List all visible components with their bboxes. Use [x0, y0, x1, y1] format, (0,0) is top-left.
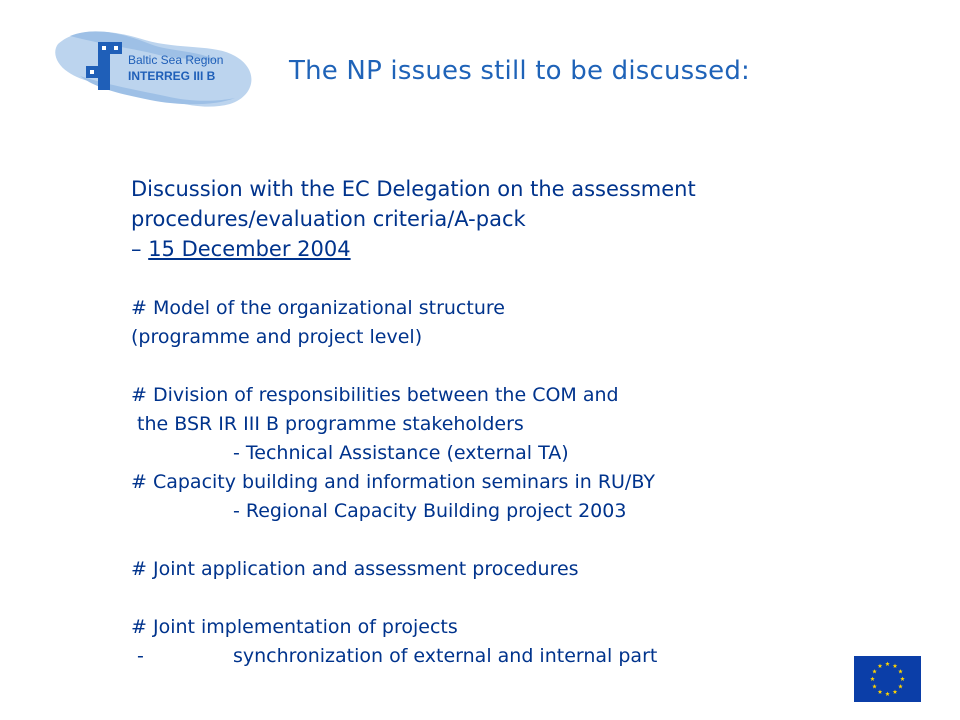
- item-joint-implementation-dash: -: [131, 645, 144, 667]
- intro-line-2: procedures/evaluation criteria/A-pack: [131, 207, 526, 231]
- intro-line-1: Discussion with the EC Delegation on the assessment: [131, 177, 696, 201]
- item-joint-implementation-line-2: [131, 642, 851, 671]
- item-joint-application: # Joint application and assessment procedures: [131, 558, 579, 580]
- logo-line-1: Baltic Sea Region: [128, 53, 224, 67]
- slide-title: The NP issues still to be discussed:: [289, 56, 751, 86]
- item-joint-implementation-text: synchronization of external and internal part: [233, 645, 658, 667]
- item-model-line-1: # Model of the organizational structure: [131, 297, 505, 319]
- item-division-line-1: # Division of responsibilities between the COM and: [131, 384, 619, 406]
- item-model-line-2: (programme and project level): [131, 326, 423, 348]
- item-joint-implementation-line-1: # Joint implementation of projects: [131, 616, 458, 638]
- item-division-line-2: the BSR IR III B programme stakeholders: [131, 413, 524, 435]
- intro-line-3: [131, 234, 851, 264]
- item-capacity-sub: - Regional Capacity Building project 2003: [233, 500, 627, 522]
- intro-date: 15 December 2004: [148, 237, 351, 261]
- item-capacity-line-1: # Capacity building and information seminars in RU/BY: [131, 471, 655, 493]
- item-division-sub: - Technical Assistance (external TA): [233, 442, 569, 464]
- intro-dash: –: [131, 237, 149, 261]
- slide-body: [131, 174, 851, 671]
- baltic-sea-region-logo: [50, 14, 290, 114]
- logo-line-2: INTERREG III B: [128, 69, 216, 83]
- eu-flag-icon: [854, 656, 921, 702]
